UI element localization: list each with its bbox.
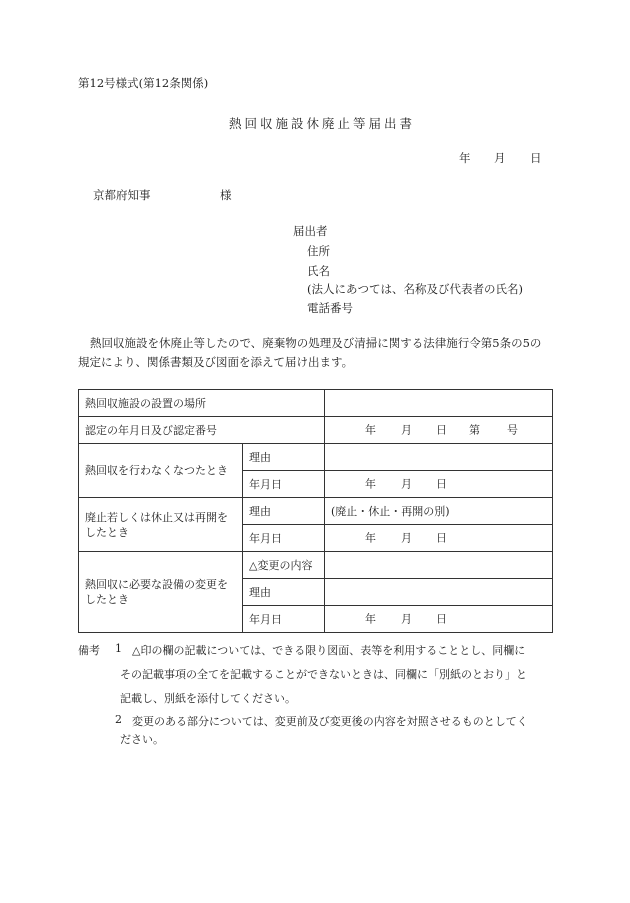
body-text [78, 334, 558, 372]
abolish-date-label: 年月日 [243, 525, 325, 552]
cert-label: 認定の年月日及び認定番号 [79, 417, 325, 444]
stop-date-value[interactable] [325, 471, 553, 498]
abolish-date-day: 日 [436, 531, 447, 545]
stop-date-month: 月 [401, 477, 412, 491]
cert-no-suffix: 号 [507, 423, 518, 437]
note-1-line-1: △印の欄の記載については、できる限り図面、表等を利用することとし、同欄に [132, 644, 526, 657]
filer-name-label: 氏名 [307, 264, 330, 278]
filer-address-label: 住所 [307, 244, 330, 258]
stop-date-label: 年月日 [243, 471, 325, 498]
abolish-reason-label: 理由 [243, 498, 325, 525]
stop-date-year: 年 [365, 477, 376, 491]
cert-year: 年 [365, 423, 376, 437]
note-2-line-2: ださい。 [120, 733, 164, 746]
filer-corporate-note: (法人にあつては、名称及び代表者の氏名) [307, 282, 523, 296]
filer-label: 届出者 [293, 224, 328, 238]
notes-label: 備考 [78, 644, 100, 657]
location-label: 熱回収施設の設置の場所 [79, 390, 325, 417]
change-reason-label: 理由 [243, 579, 325, 606]
table-row-abolish-reason [79, 498, 553, 525]
abolish-date-month: 月 [401, 531, 412, 545]
addressee-suffix: 様 [220, 188, 232, 202]
stop-reason-label: 理由 [243, 444, 325, 471]
change-date-value[interactable] [325, 606, 553, 633]
change-date-year: 年 [365, 612, 376, 626]
note-1-line-2: その記載事項の全てを記載することができないときは、同欄に「別紙のとおり」と [120, 668, 527, 681]
category-note: (廃止・休止・再開の別) [331, 504, 450, 518]
addressee-name: 京都府知事 [93, 188, 151, 202]
note-1-number: 1 [115, 642, 122, 655]
abolish-date-value[interactable] [325, 525, 553, 552]
note-2-line-1: 変更のある部分については、変更前及び変更後の内容を対照させるものとしてく [132, 715, 528, 728]
table-row-certification [79, 417, 553, 444]
date-month: 月 [494, 151, 506, 165]
abolish-label: 廃止若しくは休止又は再開をしたとき [79, 498, 243, 552]
change-content-label: △変更の内容 [243, 552, 325, 579]
change-date-day: 日 [436, 612, 447, 626]
table-row-stop-reason [79, 444, 553, 471]
cert-month: 月 [401, 423, 412, 437]
form-table [78, 389, 553, 633]
table-row-change-content [79, 552, 553, 579]
date-day: 日 [530, 151, 542, 165]
change-date-label: 年月日 [243, 606, 325, 633]
stop-date-day: 日 [436, 477, 447, 491]
note-2-number: 2 [115, 713, 122, 726]
filer-phone-label: 電話番号 [307, 301, 353, 315]
table-row-location [79, 390, 553, 417]
body-line-1: 熱回収施設を休廃止等したので、廃棄物の処理及び清掃に関する法律施行令第5条の5の [90, 336, 542, 350]
note-1-line-3: 記載し、別紙を添付してください。 [120, 692, 296, 705]
date-year: 年 [459, 151, 471, 165]
abolish-reason-value[interactable] [325, 498, 553, 525]
cert-no-prefix: 第 [469, 423, 480, 437]
change-content-value[interactable] [325, 552, 553, 579]
change-reason-value[interactable] [325, 579, 553, 606]
stop-reason-value[interactable] [325, 444, 553, 471]
cert-value[interactable] [325, 417, 553, 444]
stop-label: 熱回収を行わなくなつたとき [79, 444, 243, 498]
cert-day: 日 [436, 423, 447, 437]
form-number: 第12号様式(第12条関係) [78, 76, 209, 90]
change-date-month: 月 [401, 612, 412, 626]
document-title: 熱回収施設休廃止等届出書 [229, 116, 416, 131]
location-value[interactable] [325, 390, 553, 417]
abolish-date-year: 年 [365, 531, 376, 545]
body-line-2: 規定により、関係書類及び図面を添えて届け出ます。 [78, 355, 354, 369]
change-label: 熱回収に必要な設備の変更をしたとき [79, 552, 243, 633]
